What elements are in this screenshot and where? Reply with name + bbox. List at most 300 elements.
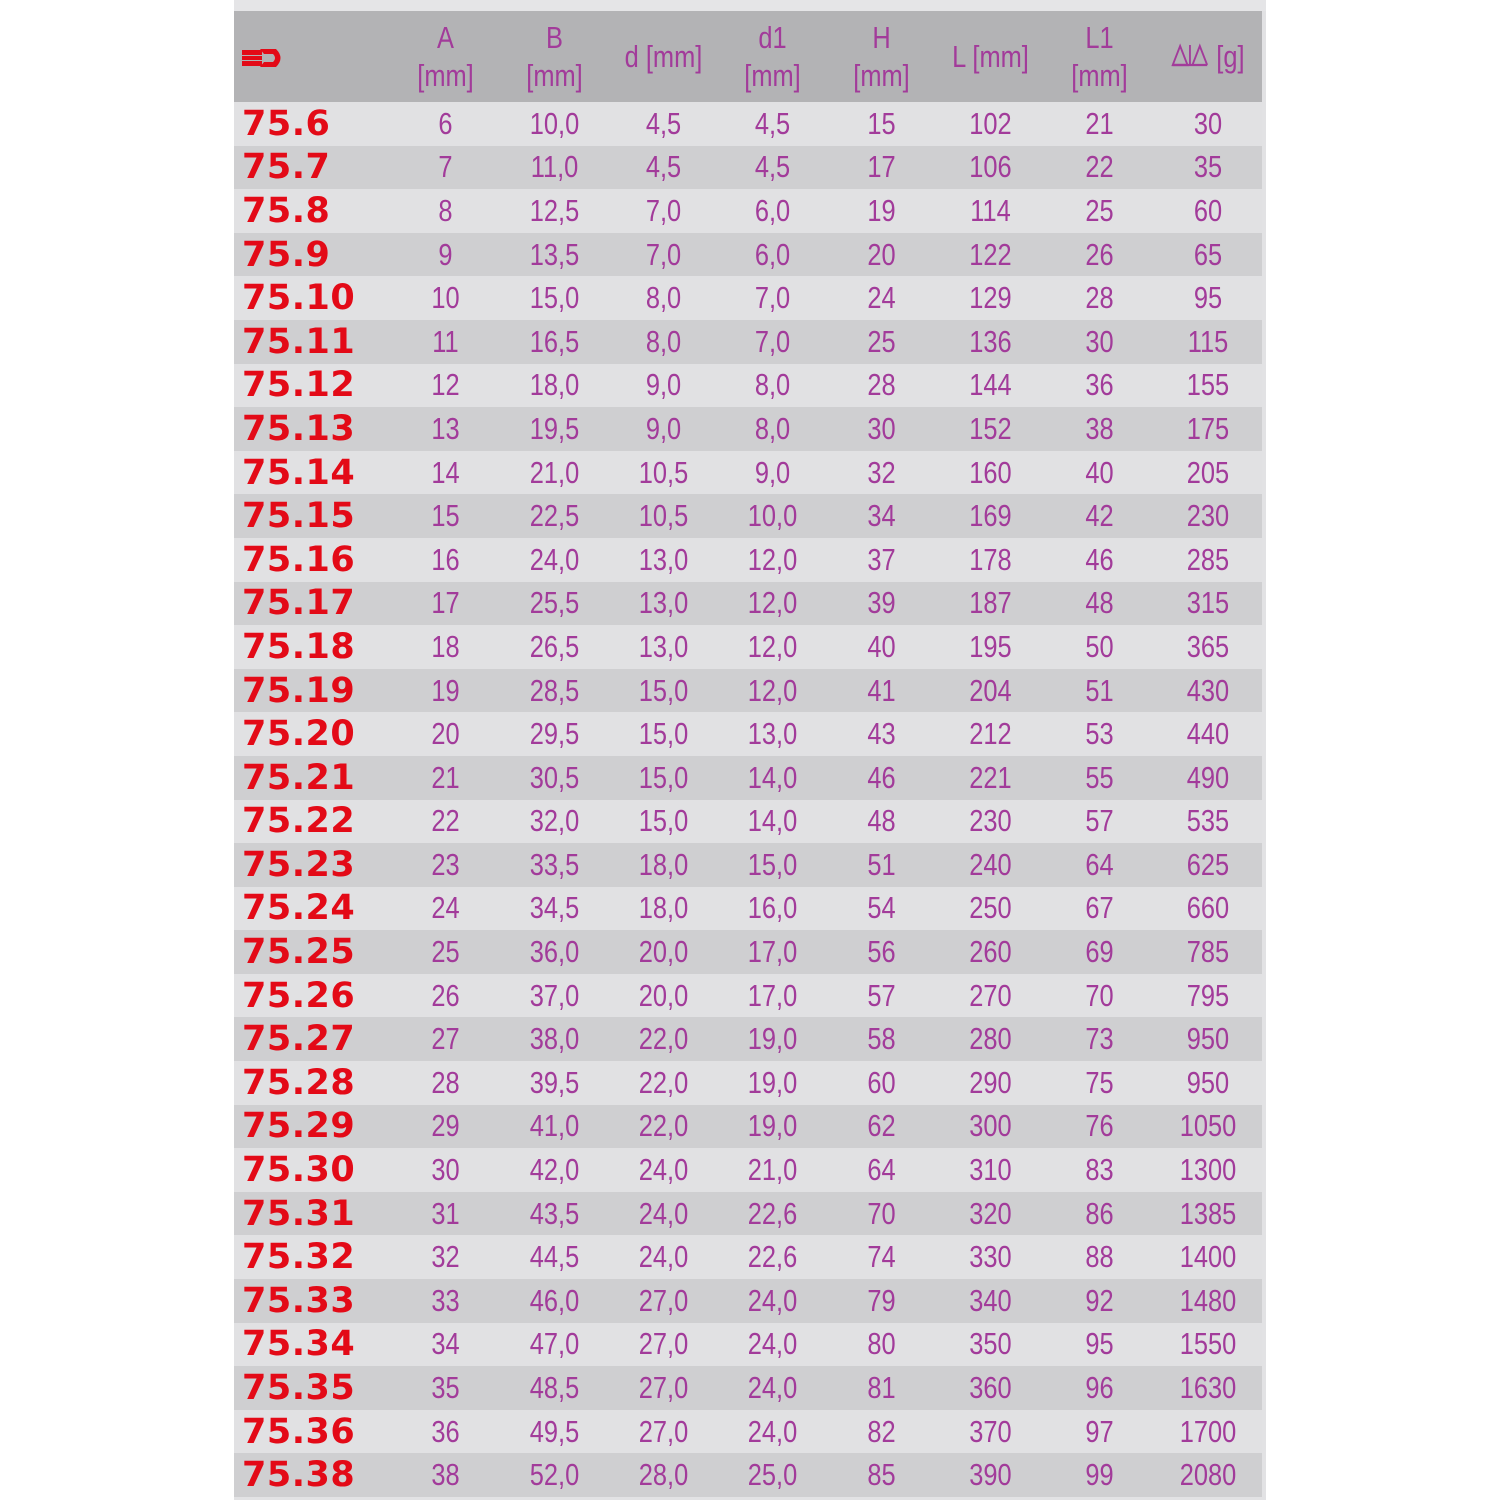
cell-d1: 8,0 [754, 367, 791, 403]
cell-a: 17 [431, 585, 460, 621]
cell-l: 136 [969, 323, 1012, 359]
cell-h: 57 [867, 977, 896, 1013]
cell-l1: 36 [1085, 367, 1114, 403]
cell-b: 29,5 [529, 716, 580, 752]
cell-b: 28,5 [529, 672, 580, 708]
cell-d1: 4,5 [754, 149, 791, 185]
cell-d1: 12,0 [747, 585, 798, 621]
cell-l1: 96 [1085, 1370, 1114, 1406]
cell-code: 75.13 [242, 408, 356, 449]
table-row [234, 1235, 1262, 1279]
cell-l: 340 [969, 1282, 1012, 1318]
top-band [234, 0, 1266, 11]
code-column-header [234, 11, 391, 102]
cell-d1: 25,0 [747, 1457, 798, 1493]
cell-l1: 67 [1085, 890, 1114, 926]
cell-h: 46 [867, 759, 896, 795]
cell-l: 290 [969, 1064, 1012, 1100]
cell-d1: 19,0 [747, 1021, 798, 1057]
cell-l1: 86 [1085, 1195, 1114, 1231]
cell-l: 270 [969, 977, 1012, 1013]
cell-b: 47,0 [529, 1326, 580, 1362]
table-row [234, 451, 1262, 495]
table-row [234, 494, 1262, 538]
cell-l: 240 [969, 846, 1012, 882]
cell-d: 22,0 [638, 1021, 689, 1057]
table-row [234, 1410, 1262, 1454]
cell-l1: 42 [1085, 498, 1114, 534]
cell-a: 30 [431, 1152, 460, 1188]
cell-b: 48,5 [529, 1370, 580, 1406]
cell-d1: 8,0 [754, 410, 791, 446]
cell-weight: 2080 [1179, 1457, 1237, 1493]
column-header-weight [1164, 11, 1253, 102]
cell-d: 9,0 [645, 410, 682, 446]
table-row [234, 1148, 1262, 1192]
cell-l1: 51 [1085, 672, 1114, 708]
cell-code: 75.27 [242, 1019, 356, 1060]
table-row [234, 407, 1262, 451]
cell-d1: 7,0 [754, 280, 791, 316]
cell-a: 12 [431, 367, 460, 403]
cell-h: 15 [867, 105, 896, 141]
table-row [234, 233, 1262, 277]
cell-b: 32,0 [529, 803, 580, 839]
cell-code: 75.6 [242, 103, 331, 144]
cell-code: 75.20 [242, 714, 356, 755]
cell-b: 11,0 [530, 149, 579, 185]
cell-b: 42,0 [529, 1152, 580, 1188]
cell-a: 23 [431, 846, 460, 882]
cell-code: 75.23 [242, 844, 356, 885]
cell-a: 24 [431, 890, 460, 926]
cell-h: 39 [867, 585, 896, 621]
cell-code: 75.30 [242, 1150, 356, 1191]
cell-d: 4,5 [645, 149, 682, 185]
cell-l1: 76 [1085, 1108, 1114, 1144]
cell-code: 75.32 [242, 1237, 356, 1278]
cell-d: 27,0 [638, 1282, 689, 1318]
cell-l: 310 [969, 1152, 1012, 1188]
cell-l1: 97 [1085, 1413, 1114, 1449]
cell-weight: 35 [1193, 149, 1223, 185]
cell-d1: 12,0 [747, 541, 798, 577]
cell-d: 7,0 [645, 236, 682, 272]
table-row [234, 538, 1262, 582]
cell-weight: 175 [1186, 410, 1230, 446]
cell-weight: 950 [1186, 1021, 1230, 1057]
cell-a: 7 [438, 149, 453, 185]
cell-a: 31 [431, 1195, 460, 1231]
cell-h: 37 [867, 541, 896, 577]
cell-weight: 440 [1186, 716, 1230, 752]
cell-d: 22,0 [638, 1108, 689, 1144]
table-row [234, 276, 1262, 320]
cell-weight: 625 [1186, 846, 1230, 882]
cell-l1: 53 [1085, 716, 1114, 752]
cell-weight: 115 [1187, 323, 1229, 359]
cell-h: 20 [867, 236, 896, 272]
cell-h: 85 [867, 1457, 896, 1493]
table-row [234, 800, 1262, 844]
cell-d1: 24,0 [747, 1413, 798, 1449]
cell-l: 204 [969, 672, 1012, 708]
spec-table [234, 11, 1262, 1497]
cell-l: 102 [969, 105, 1012, 141]
cell-code: 75.19 [242, 670, 356, 711]
cell-d: 10,5 [638, 498, 689, 534]
cell-h: 62 [867, 1108, 896, 1144]
cell-d1: 24,0 [747, 1326, 798, 1362]
cell-l1: 30 [1085, 323, 1114, 359]
column-header-l1: L1 [mm] [1071, 19, 1128, 93]
cell-l1: 46 [1085, 541, 1114, 577]
cell-d1: 14,0 [747, 803, 798, 839]
cell-l1: 99 [1085, 1457, 1114, 1493]
cell-code: 75.15 [242, 496, 356, 537]
cell-weight: 660 [1186, 890, 1230, 926]
table-row [234, 1017, 1262, 1061]
cell-weight: 795 [1186, 977, 1230, 1013]
table-row [234, 1279, 1262, 1323]
cell-code: 75.7 [242, 147, 331, 188]
cell-d1: 14,0 [747, 759, 798, 795]
cell-weight: 1550 [1179, 1326, 1237, 1362]
cell-code: 75.21 [242, 757, 356, 798]
cell-d1: 17,0 [747, 934, 798, 970]
cell-weight: 365 [1186, 628, 1230, 664]
cell-weight: 205 [1186, 454, 1230, 490]
cell-d: 24,0 [638, 1152, 689, 1188]
cell-l1: 73 [1085, 1021, 1114, 1057]
cell-l: 230 [969, 803, 1012, 839]
cell-code: 75.25 [242, 932, 356, 973]
table-row [234, 1105, 1262, 1149]
cell-a: 18 [431, 628, 460, 664]
table-row [234, 189, 1262, 233]
cell-d: 15,0 [638, 759, 689, 795]
cell-l: 195 [969, 628, 1012, 664]
cell-b: 39,5 [529, 1064, 580, 1100]
cell-code: 75.22 [242, 801, 356, 842]
cell-weight: 230 [1186, 498, 1230, 534]
cell-h: 54 [867, 890, 896, 926]
cell-a: 33 [431, 1282, 460, 1318]
cell-a: 28 [431, 1064, 460, 1100]
cell-h: 64 [867, 1152, 896, 1188]
cell-l1: 38 [1085, 410, 1114, 446]
cell-d: 7,0 [645, 192, 682, 228]
cell-a: 16 [431, 541, 460, 577]
column-header-d1: d1 [mm] [744, 19, 801, 93]
scale-icon [1171, 43, 1209, 67]
cell-b: 37,0 [529, 977, 580, 1013]
cell-d1: 17,0 [747, 977, 798, 1013]
cell-h: 81 [867, 1370, 896, 1406]
cell-code: 75.28 [242, 1062, 356, 1103]
column-header-b: B [mm] [526, 19, 583, 93]
cell-l1: 88 [1085, 1239, 1114, 1275]
cell-weight: 1050 [1179, 1108, 1237, 1144]
cell-a: 10 [431, 280, 460, 316]
cell-d: 10,5 [638, 454, 689, 490]
cell-l1: 55 [1085, 759, 1114, 795]
cell-d1: 7,0 [754, 323, 791, 359]
cell-b: 24,0 [529, 541, 580, 577]
cell-b: 46,0 [529, 1282, 580, 1318]
table-row [234, 1366, 1262, 1410]
cell-d: 9,0 [645, 367, 682, 403]
cell-a: 15 [431, 498, 460, 534]
cell-a: 34 [431, 1326, 460, 1362]
cell-d1: 13,0 [747, 716, 798, 752]
cell-h: 70 [867, 1195, 896, 1231]
cell-d: 18,0 [638, 846, 689, 882]
cell-a: 26 [431, 977, 460, 1013]
cell-l1: 40 [1085, 454, 1114, 490]
cell-d1: 9,0 [754, 454, 791, 490]
cell-h: 58 [867, 1021, 896, 1057]
cell-h: 82 [867, 1413, 896, 1449]
cell-l1: 22 [1085, 149, 1114, 185]
cell-weight: 285 [1186, 541, 1230, 577]
cell-b: 12,5 [529, 192, 580, 228]
cell-h: 60 [867, 1064, 896, 1100]
cell-weight: 1400 [1179, 1239, 1237, 1275]
cell-b: 52,0 [529, 1457, 580, 1493]
cell-b: 38,0 [529, 1021, 580, 1057]
cell-l1: 95 [1085, 1326, 1114, 1362]
cell-h: 34 [867, 498, 896, 534]
cell-b: 19,5 [529, 410, 580, 446]
table-header-row [234, 11, 1262, 102]
cell-h: 80 [867, 1326, 896, 1362]
cell-d1: 16,0 [747, 890, 798, 926]
cell-weight: 1480 [1179, 1282, 1237, 1318]
cell-d: 24,0 [638, 1195, 689, 1231]
cell-h: 25 [867, 323, 896, 359]
cell-h: 51 [867, 846, 896, 882]
cell-l: 129 [969, 280, 1012, 316]
cell-weight: 950 [1186, 1064, 1230, 1100]
cell-l: 360 [969, 1370, 1012, 1406]
cell-b: 44,5 [529, 1239, 580, 1275]
cell-h: 30 [867, 410, 896, 446]
table-row [234, 625, 1262, 669]
cell-a: 6 [438, 105, 453, 141]
cell-code: 75.29 [242, 1106, 356, 1147]
cell-h: 48 [867, 803, 896, 839]
cell-weight: 30 [1193, 105, 1223, 141]
cell-a: 32 [431, 1239, 460, 1275]
cell-d: 24,0 [638, 1239, 689, 1275]
cell-d: 18,0 [638, 890, 689, 926]
cell-a: 11 [432, 323, 459, 359]
cell-weight: 1700 [1179, 1413, 1237, 1449]
cell-weight: 430 [1186, 672, 1230, 708]
cell-code: 75.17 [242, 583, 356, 624]
cell-a: 38 [431, 1457, 460, 1493]
cell-code: 75.36 [242, 1411, 356, 1452]
cell-weight: 1385 [1179, 1195, 1237, 1231]
cell-a: 8 [438, 192, 453, 228]
cell-weight: 65 [1193, 236, 1223, 272]
cell-code: 75.33 [242, 1280, 356, 1321]
cell-b: 34,5 [529, 890, 580, 926]
cell-d: 20,0 [638, 977, 689, 1013]
table-body [234, 102, 1262, 1497]
cell-code: 75.11 [242, 321, 356, 362]
cell-l: 212 [969, 716, 1012, 752]
cell-d1: 4,5 [754, 105, 791, 141]
cell-l: 300 [969, 1108, 1012, 1144]
cell-d: 15,0 [638, 803, 689, 839]
weight-unit: [g] [1216, 38, 1245, 74]
cell-d: 28,0 [638, 1457, 689, 1493]
cell-d1: 19,0 [747, 1108, 798, 1144]
cell-code: 75.16 [242, 539, 356, 580]
cell-d1: 12,0 [747, 672, 798, 708]
cell-d: 22,0 [638, 1064, 689, 1100]
cell-l1: 75 [1085, 1064, 1114, 1100]
cell-h: 32 [867, 454, 896, 490]
cell-code: 75.24 [242, 888, 356, 929]
cell-l1: 21 [1085, 105, 1114, 141]
cell-d1: 24,0 [747, 1282, 798, 1318]
cell-d: 4,5 [645, 105, 682, 141]
cell-l1: 57 [1085, 803, 1114, 839]
cell-l1: 69 [1085, 934, 1114, 970]
cell-h: 40 [867, 628, 896, 664]
cell-l: 152 [969, 410, 1012, 446]
cell-code: 75.31 [242, 1193, 356, 1234]
cell-weight: 155 [1186, 367, 1230, 403]
table-row [234, 364, 1262, 408]
cell-d1: 22,6 [747, 1239, 798, 1275]
cell-l: 320 [969, 1195, 1012, 1231]
cell-b: 13,5 [529, 236, 580, 272]
cell-h: 19 [867, 192, 896, 228]
cell-weight: 95 [1193, 280, 1223, 316]
cell-a: 9 [438, 236, 453, 272]
cell-d1: 6,0 [754, 236, 791, 272]
cell-d: 27,0 [638, 1326, 689, 1362]
cell-l1: 25 [1085, 192, 1114, 228]
table-row [234, 974, 1262, 1018]
cell-b: 18,0 [529, 367, 580, 403]
cell-l1: 48 [1085, 585, 1114, 621]
cell-h: 17 [867, 149, 896, 185]
table-row [234, 887, 1262, 931]
cell-b: 41,0 [529, 1108, 580, 1144]
cell-l: 114 [970, 192, 1011, 228]
cell-l1: 50 [1085, 628, 1114, 664]
cell-h: 41 [867, 672, 896, 708]
cell-d1: 24,0 [747, 1370, 798, 1406]
column-header-l: L [mm] [952, 38, 1029, 74]
cell-h: 43 [867, 716, 896, 752]
cell-l: 280 [969, 1021, 1012, 1057]
cell-a: 21 [431, 759, 460, 795]
spec-panel [234, 0, 1266, 1500]
cell-l1: 83 [1085, 1152, 1114, 1188]
cell-l: 169 [969, 498, 1012, 534]
cell-a: 29 [431, 1108, 460, 1144]
cell-d: 13,0 [638, 585, 689, 621]
cell-b: 10,0 [529, 105, 580, 141]
cell-code: 75.8 [242, 190, 331, 231]
column-header-a: A [mm] [417, 19, 474, 93]
cell-l: 178 [969, 541, 1012, 577]
cell-d1: 12,0 [747, 628, 798, 664]
cell-code: 75.10 [242, 278, 356, 319]
cell-d: 15,0 [638, 672, 689, 708]
cell-l1: 70 [1085, 977, 1114, 1013]
cell-code: 75.35 [242, 1368, 356, 1409]
table-row [234, 669, 1262, 713]
cell-d: 13,0 [638, 541, 689, 577]
cell-l: 221 [969, 759, 1012, 795]
table-row [234, 1061, 1262, 1105]
cell-l: 250 [969, 890, 1012, 926]
cell-l1: 26 [1085, 236, 1114, 272]
cell-code: 75.38 [242, 1455, 356, 1496]
cell-d: 27,0 [638, 1370, 689, 1406]
cell-b: 22,5 [529, 498, 580, 534]
cell-weight: 785 [1186, 934, 1230, 970]
cell-h: 56 [867, 934, 896, 970]
table-row [234, 930, 1262, 974]
cell-l: 144 [969, 367, 1012, 403]
cell-d1: 15,0 [747, 846, 798, 882]
cell-l1: 64 [1085, 846, 1114, 882]
cell-l: 370 [969, 1413, 1012, 1449]
cell-a: 36 [431, 1413, 460, 1449]
cell-weight: 535 [1186, 803, 1230, 839]
cell-b: 36,0 [529, 934, 580, 970]
table-row [234, 102, 1262, 146]
cell-l: 106 [969, 149, 1012, 185]
cell-code: 75.26 [242, 975, 356, 1016]
cell-code: 75.14 [242, 452, 356, 493]
cell-l: 350 [969, 1326, 1012, 1362]
cell-b: 26,5 [529, 628, 580, 664]
column-header-h: H [mm] [853, 19, 910, 93]
cell-code: 75.34 [242, 1324, 356, 1365]
cell-b: 33,5 [529, 846, 580, 882]
cell-d: 13,0 [638, 628, 689, 664]
cell-d1: 22,6 [747, 1195, 798, 1231]
column-header-d: d [mm] [624, 38, 703, 74]
table-row [234, 1323, 1262, 1367]
table-row [234, 1192, 1262, 1236]
cell-d: 8,0 [645, 280, 682, 316]
cell-weight: 1300 [1179, 1152, 1237, 1188]
cell-b: 21,0 [529, 454, 580, 490]
table-row [234, 712, 1262, 756]
cell-l1: 28 [1085, 280, 1114, 316]
cell-l: 187 [969, 585, 1012, 621]
cell-h: 79 [867, 1282, 896, 1318]
cell-weight: 60 [1193, 192, 1223, 228]
cell-l: 260 [969, 934, 1012, 970]
cell-code: 75.18 [242, 626, 356, 667]
cell-a: 20 [431, 716, 460, 752]
cell-h: 74 [867, 1239, 896, 1275]
cell-a: 27 [431, 1021, 460, 1057]
cell-weight: 1630 [1179, 1370, 1237, 1406]
cell-a: 19 [431, 672, 460, 708]
